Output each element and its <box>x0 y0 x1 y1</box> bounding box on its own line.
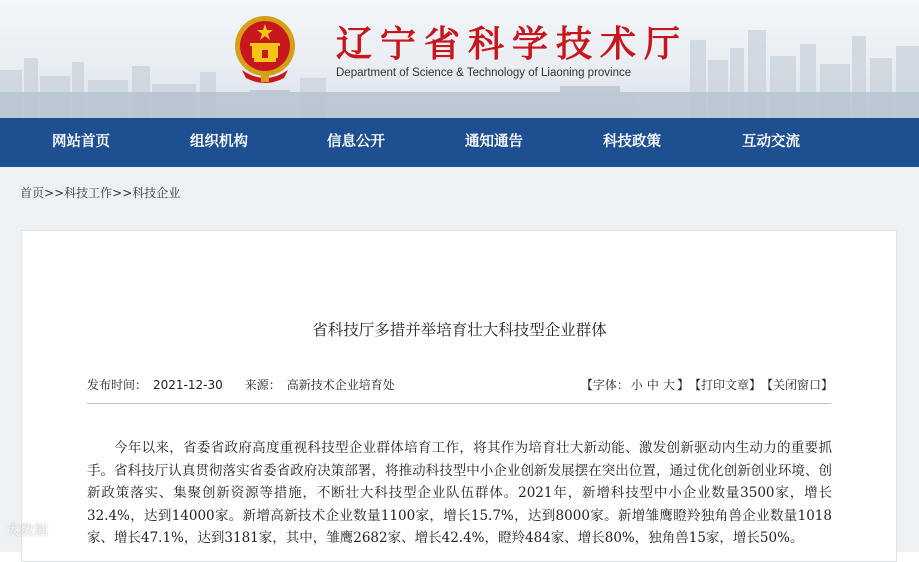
nav-item-interaction[interactable]: 互动交流 <box>742 134 800 150</box>
breadcrumb-tech-work[interactable]: 科技工作 <box>64 186 113 200</box>
main-navigation <box>0 118 919 167</box>
site-title-chinese: 辽宁省科学技术厅 <box>336 24 689 65</box>
close-window-button[interactable]: 【关闭窗口】 <box>766 378 833 392</box>
publish-date-label: 发布时间： <box>87 378 148 392</box>
nav-item-policy[interactable]: 科技政策 <box>603 134 661 150</box>
breadcrumb-home[interactable]: 首页 <box>20 186 45 200</box>
font-size-close-bracket: 】 <box>676 378 689 392</box>
breadcrumb-separator: >> <box>44 186 65 200</box>
site-header <box>0 0 919 118</box>
font-size-label: 【字体： <box>580 378 629 392</box>
nav-item-notices[interactable]: 通知通告 <box>465 134 523 150</box>
breadcrumb-tech-enterprise[interactable]: 科技企业 <box>132 186 181 200</box>
divider <box>87 403 831 404</box>
breadcrumb <box>20 184 180 201</box>
breadcrumb-separator: >> <box>112 186 133 200</box>
article-title: 省科技厅多措并举培育壮大科技型企业群体 <box>312 321 607 339</box>
site-title-english: Department of Science & Technology of Liaoning province <box>336 67 632 79</box>
national-emblem-icon <box>232 12 298 84</box>
nav-item-home[interactable]: 网站首页 <box>52 134 110 150</box>
nav-item-organization[interactable]: 组织机构 <box>190 134 248 150</box>
font-size-small-button[interactable]: 小 <box>630 378 643 392</box>
watermark-text: 大数据 <box>6 523 48 539</box>
source-label: 来源： <box>244 378 281 392</box>
print-article-button[interactable]: 【打印文章】 <box>694 378 761 392</box>
publish-date: 2021-12-30 <box>153 378 223 392</box>
article-tools <box>581 376 833 393</box>
source-value: 高新技术企业培育处 <box>286 378 395 392</box>
font-size-large-button[interactable]: 大 <box>662 378 675 392</box>
article-meta <box>87 376 401 393</box>
font-size-medium-button[interactable]: 中 <box>646 378 659 392</box>
article-body: 今年以来，省委省政府高度重视科技型企业群体培育工作，将其作为培育壮大新动能、激发创新驱动内生动力的重要抓手。省科技厅认真贯彻落实省委省政府决策部署，将推动科技型中小企业创新发展摆在突出位置，通过优化创新创业环境、创新政策落实、集聚创新资源等措施，不断壮大科技型企业队伍群体。2021年，新增科技型中小企业数量3500家，增长32.4%，达到14000家。新增高新技术企业数量1100家，增长15.7%，达到8000家。新增雏鹰瞪羚独角兽企业数量1018家、增长47.1%，达到3181家，其中，雏鹰2682家、增长42.4%，瞪羚484家、增长80%，独角兽15家，增长50%。 <box>87 440 832 546</box>
nav-item-info-public[interactable]: 信息公开 <box>327 134 385 150</box>
